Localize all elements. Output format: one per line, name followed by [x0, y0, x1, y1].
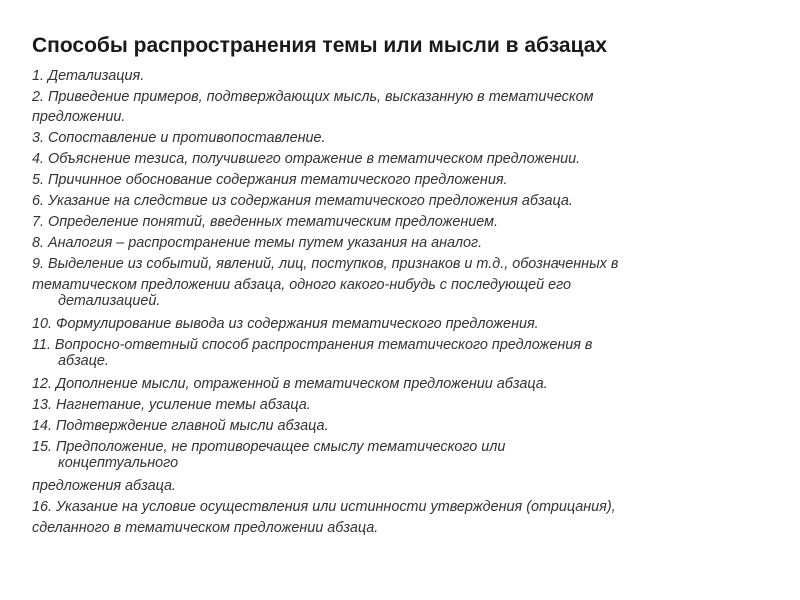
list-item-6: 6. Указание на следствие из содержания тематического предложения абзаца. [32, 193, 573, 209]
list-item-9: 9. Выделение из событий, явлений, лиц, поступков, признаков и т.д., обозначенных в [32, 256, 619, 272]
list-item-16: 16. Указание на условие осуществления или истинности утверждения (отрицания), [32, 499, 616, 515]
list-item-14: 14. Подтверждение главной мысли абзаца. [32, 418, 329, 434]
list-item-1: 1. Детализация. [32, 68, 145, 84]
list-item-13: 13. Нагнетание, усиление темы абзаца. [32, 397, 311, 413]
list-item-11: 11. Вопросно-ответный способ распространения тематического предложения в [32, 337, 593, 353]
list-item-15: 15. Предположение, не противоречащее смыслу тематического или [32, 439, 506, 455]
list-item-16-cont: сделанного в тематическом предложении абзаца. [32, 520, 379, 536]
list-item-7: 7. Определение понятий, введенных тематическим предложением. [32, 214, 499, 230]
list-item-4: 4. Объяснение тезиса, получившего отражение в тематическом предложении. [32, 151, 581, 167]
list-item-15-cont: концептуального [58, 455, 179, 471]
list-item-5: 5. Причинное обоснование содержания тематического предложения. [32, 172, 508, 188]
list-item-3: 3. Сопоставление и противопоставление. [32, 130, 326, 146]
list-item-15-cont-2: предложения абзаца. [32, 478, 177, 494]
list-item-12: 12. Дополнение мысли, отраженной в тематическом предложении абзаца. [32, 376, 548, 392]
list-item-9-cont: тематическом предложении абзаца, одного какого-нибудь с последующей его [32, 277, 572, 293]
list-item-8: 8. Аналогия – распространение темы путем указания на аналог. [32, 235, 483, 251]
slide-title: Способы распространения темы или мысли в абзацах [32, 34, 608, 57]
list-item-2: 2. Приведение примеров, подтверждающих мысль, высказанную в тематическом [32, 89, 594, 105]
list-item-9-cont-2: детализацией. [58, 293, 161, 309]
list-item-11-cont: абзаце. [58, 353, 109, 369]
list-item-2-cont: предложении. [32, 109, 126, 125]
list-item-10: 10. Формулирование вывода из содержания тематического предложения. [32, 316, 539, 332]
